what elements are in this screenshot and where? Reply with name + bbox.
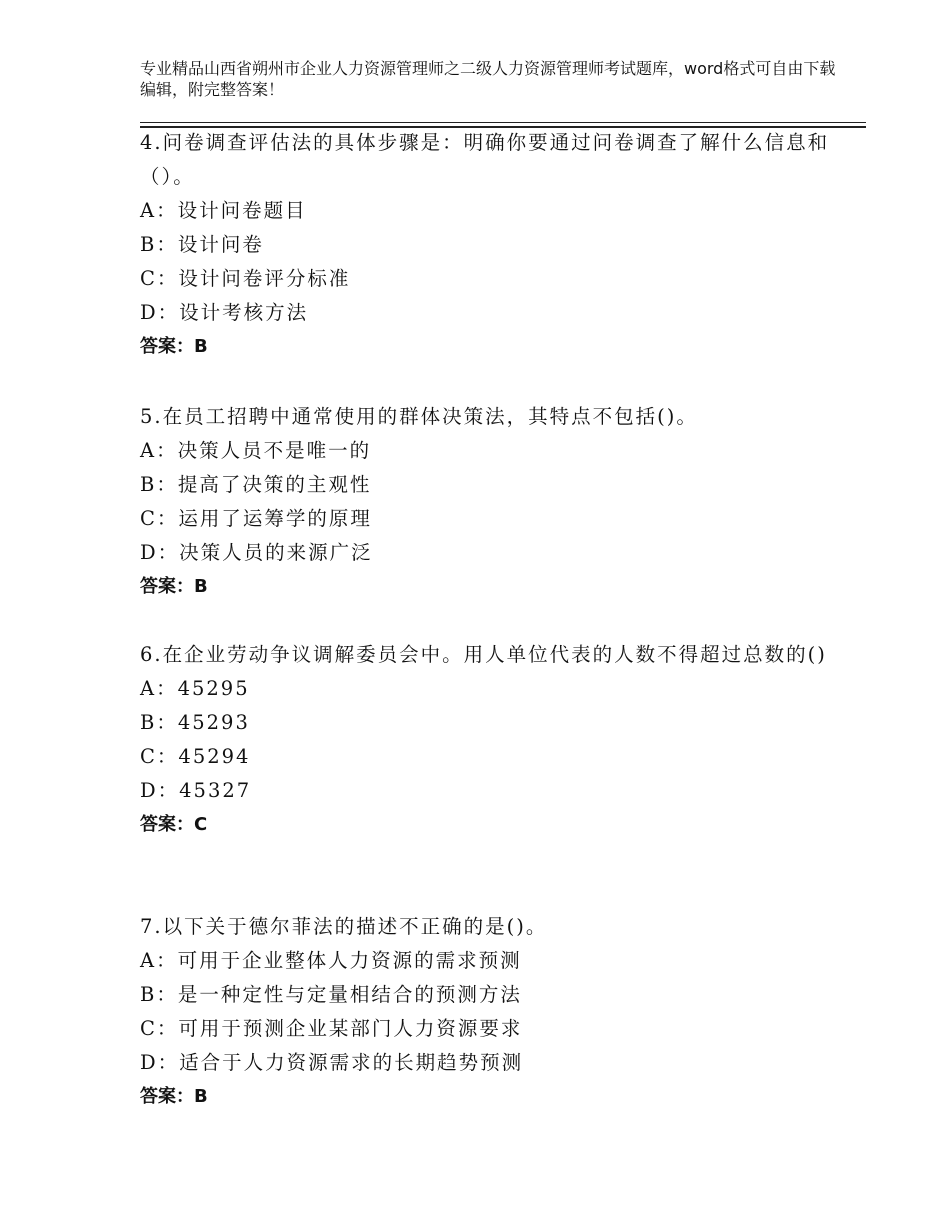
option-c: C：可用于预测企业某部门人力资源要求 [140, 1017, 523, 1040]
answer-label: 答案：C [140, 814, 208, 835]
question-7 [140, 910, 830, 1114]
option-b: B：是一种定性与定量相结合的预测方法 [140, 983, 522, 1006]
option-c: C：运用了运筹学的原理 [140, 507, 372, 530]
option-b: B：45293 [140, 711, 250, 734]
option-b: B：设计问卷 [140, 233, 264, 256]
option-a: A：45295 [140, 677, 250, 700]
question-stem: 7.以下关于德尔菲法的描述不正确的是()。 [140, 915, 548, 938]
document-header: 专业精品山西省朔州市企业人力资源管理师之二级人力资源管理师考试题库，word格式可自由下载编辑，附完整答案！ [140, 59, 836, 99]
answer-label: 答案：B [140, 1086, 208, 1107]
option-d: D：设计考核方法 [140, 301, 309, 324]
option-b: B：提高了决策的主观性 [140, 473, 372, 496]
question-5 [140, 400, 830, 604]
option-a: A：可用于企业整体人力资源的需求预测 [140, 949, 522, 972]
option-d: D：适合于人力资源需求的长期趋势预测 [140, 1051, 524, 1074]
option-a: A：设计问卷题目 [140, 199, 307, 222]
question-stem: 5.在员工招聘中通常使用的群体决策法，其特点不包括()。 [140, 405, 698, 428]
answer-label: 答案：B [140, 336, 208, 357]
question-stem: 4.问卷调查评估法的具体步骤是：明确你要通过问卷调查了解什么信息和（）。 [140, 131, 830, 188]
question-6 [140, 638, 830, 842]
question-stem: 6.在企业劳动争议调解委员会中。用人单位代表的人数不得超过总数的() [140, 643, 827, 666]
header-divider-thin [140, 122, 866, 123]
option-d: D：决策人员的来源广泛 [140, 541, 373, 564]
option-a: A：决策人员不是唯一的 [140, 439, 372, 462]
option-d: D：45327 [140, 779, 252, 802]
question-4 [140, 126, 830, 364]
option-c: C：设计问卷评分标准 [140, 267, 351, 290]
answer-label: 答案：B [140, 576, 208, 597]
option-c: C：45294 [140, 745, 251, 768]
